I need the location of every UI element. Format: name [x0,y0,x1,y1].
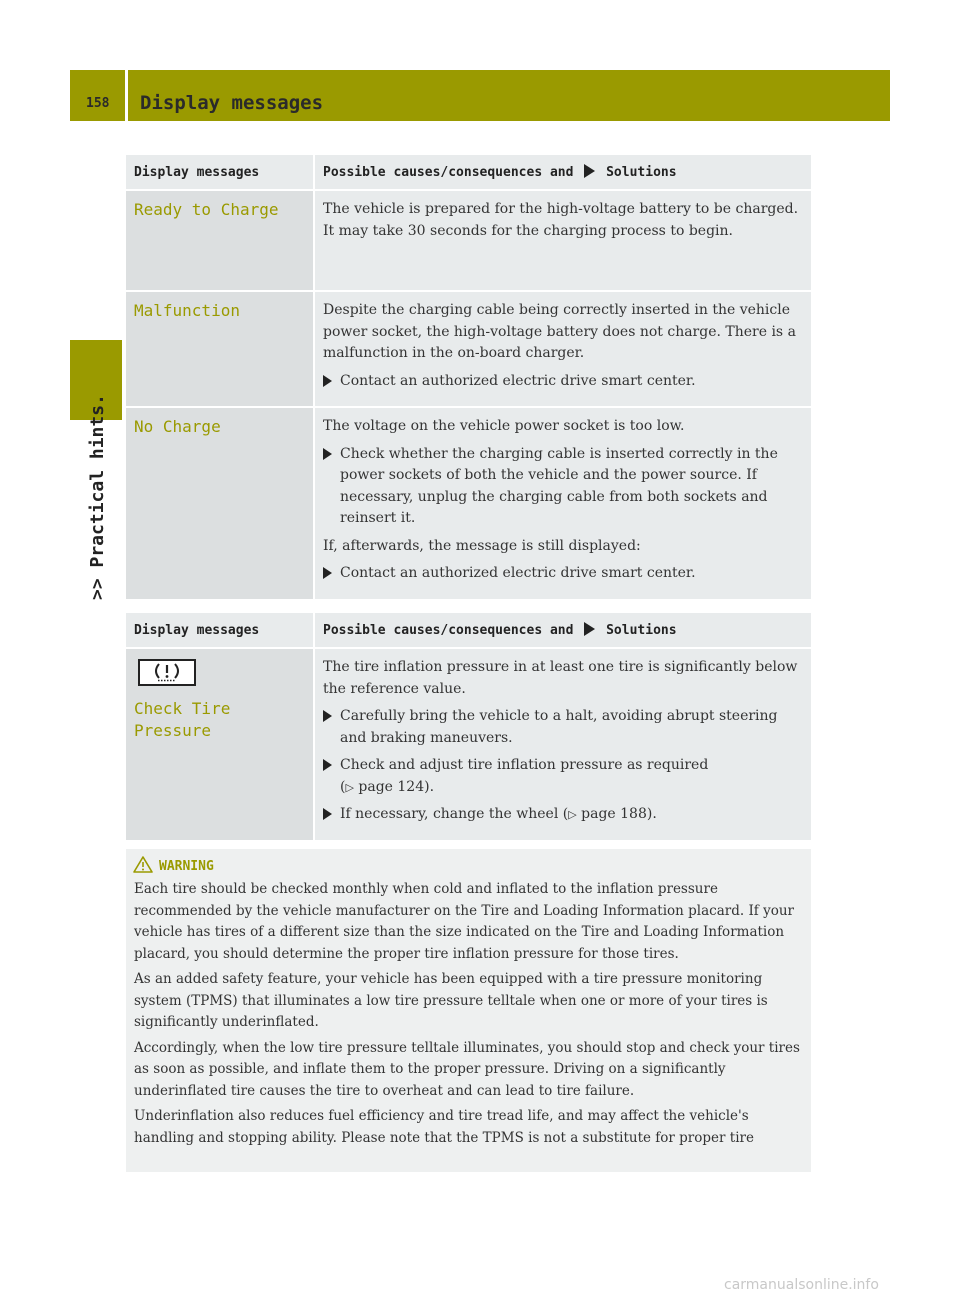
warning-title: WARNING [159,859,214,874]
warning-triangle-icon [133,856,153,873]
solution-step: Carefully bring the vehicle to a halt, avoiding abrupt steering and braking maneuvers. [323,706,803,749]
arrow-icon [323,448,332,460]
arrow-icon [323,567,332,579]
col-header-causes-text: Possible causes/consequences and [323,623,574,638]
message-name: Ready to Charge [134,200,279,219]
solution-step: Contact an authorized electric drive smart center. [323,563,803,585]
solution-step: Check and adjust tire inflation pressure as required (▷ page 124). [323,755,803,798]
col-header-solutions-text: Solutions [606,623,677,638]
tire-pressure-icon [138,659,196,686]
warning-paragraph: As an added safety feature, your vehicle has been equipped with a tire pressure monitoring system (TPMS) that illuminates a low tire pressure telltale when one or more of your tires is significantly underinflated. [134,971,768,1030]
table-row [126,291,811,407]
col-header-causes [314,155,811,190]
message-name: No Charge [134,417,221,436]
solution-step: If necessary, change the wheel (▷ page 188). [323,804,803,826]
page-ref-icon: ▷ [568,808,577,821]
solution-step: Contact an authorized electric drive smart center. [323,371,803,393]
arrow-icon [584,622,595,636]
arrow-icon [323,808,332,820]
col-header-causes-text: Possible causes/consequences and [323,165,574,180]
arrow-icon [323,759,332,771]
table-row [126,648,811,841]
solution-step: Check whether the charging cable is inserted correctly in the power sockets of both the vehicle and the power source. If necessary, unplug the charging cable from both sockets and reinsert it. [323,444,803,530]
cause-text: If, afterwards, the message is still displayed: [323,537,641,554]
page-ref-icon: ▷ [345,780,354,794]
cause-text: The voltage on the vehicle power socket is too low. [323,418,685,434]
watermark: carmanualsonline.info [724,1277,879,1293]
arrow-icon [584,164,595,178]
display-messages-table-1 [126,155,811,601]
col-header-messages: Display messages [126,613,314,648]
warning-heading [133,856,214,874]
col-header-messages: Display messages [126,155,314,190]
col-header-solutions-text: Solutions [606,165,677,180]
page-number: 158 [86,96,110,111]
warning-paragraph: Each tire should be checked monthly when cold and inflated to the inflation pressure recommended by the vehicle manufacturer on the Tire and Loading Information placard. If your vehicle has tires of a different size than the size indicated on the Tire and Loading Information placard, you should determine the proper tire inflation pressure for those tires. [134,881,794,962]
cause-text: Despite the charging cable being correctly inserted in the vehicle power socket, the high-voltage battery does not charge. There is a malfunction in the on-board charger. [323,302,796,361]
table-row [126,407,811,600]
arrow-icon [323,375,332,387]
display-messages-table-2 [126,613,811,842]
message-name: Malfunction [134,301,240,320]
cause-text: The vehicle is prepared for the high-voltage battery to be charged. It may take 30 seconds for the charging process to begin. [323,201,799,239]
warning-body [134,879,806,1153]
warning-paragraph: Accordingly, when the low tire pressure telltale illuminates, you should stop and check your tires as soon as possible, and inflate them to the proper pressure. Driving on a significantly underinflated tire causes the tire to overheat and can lead to tire failure. [134,1039,800,1099]
table-row [126,190,811,291]
page-title: Display messages [140,92,324,114]
section-label: >> Practical hints. [87,394,108,600]
warning-paragraph: Underinflation also reduces fuel efficiency and tire tread life, and may affect the vehicle's handling and stopping ability. Please note that the TPMS is not a substitute for proper tire [134,1108,754,1146]
message-name: Check Tire Pressure [134,699,231,740]
col-header-causes [314,613,811,648]
cause-text: The tire inflation pressure in at least one tire is significantly below the reference value. [323,659,798,697]
arrow-icon [323,710,332,722]
